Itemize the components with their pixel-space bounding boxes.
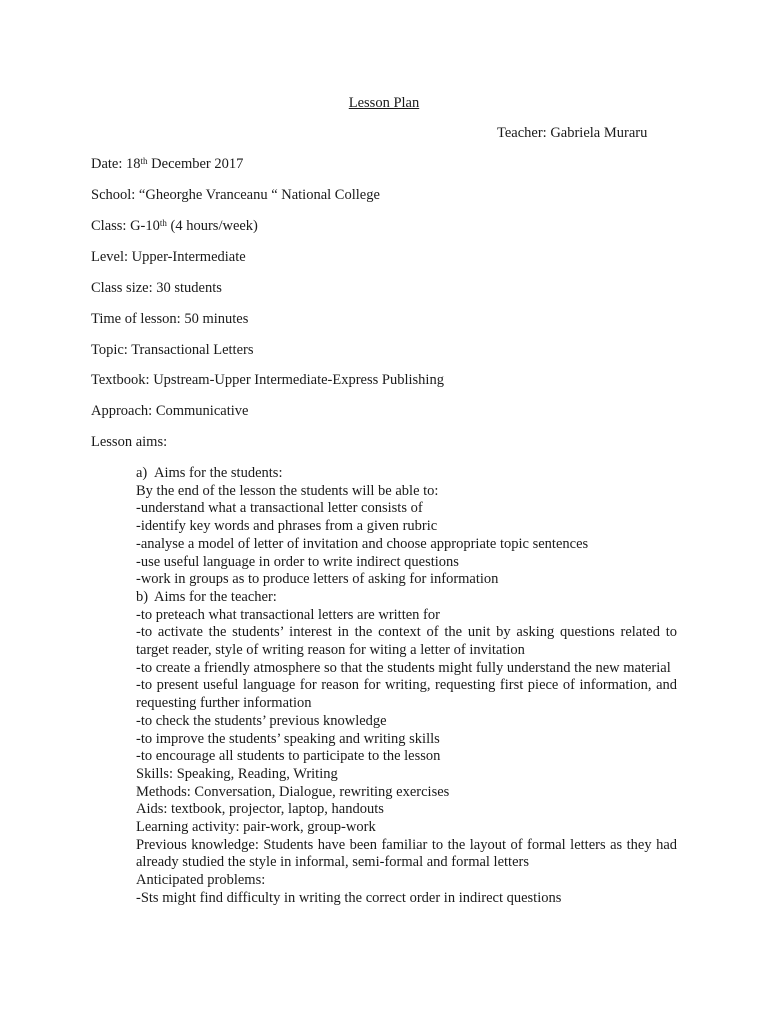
- date-field: Date: 18th December 2017: [91, 156, 244, 172]
- anticipated-problem: -Sts might find difficulty in writing the correct order in indirect questions: [136, 889, 562, 906]
- textbook-field: Textbook: Upstream-Upper Intermediate-Express Publishing: [91, 372, 444, 388]
- teacher-name: Teacher: Gabriela Muraru: [497, 125, 648, 141]
- student-aim: -work in groups as to produce letters of asking for information: [136, 571, 499, 588]
- topic-field: Topic: Transactional Letters: [91, 342, 254, 358]
- level-field: Level: Upper-Intermediate: [91, 249, 246, 265]
- methods-line: Methods: Conversation, Dialogue, rewriting exercises: [136, 783, 450, 800]
- learning-activity-line: Learning activity: pair-work, group-work: [136, 819, 376, 836]
- student-aim: -analyse a model of letter of invitation and choose appropriate topic sentences: [136, 535, 589, 552]
- school-field: School: “Gheorghe Vranceanu “ National College: [91, 187, 380, 203]
- skills-line: Skills: Speaking, Reading, Writing: [136, 765, 338, 782]
- class-size-field: Class size: 30 students: [91, 280, 222, 296]
- teacher-aim: -to encourage all students to participate to the lesson: [136, 748, 441, 765]
- student-aim: -use useful language in order to write indirect questions: [136, 553, 459, 570]
- student-aim: -understand what a transactional letter consists of: [136, 500, 423, 517]
- approach-field: Approach: Communicative: [91, 403, 249, 419]
- teacher-aim: -to preteach what transactional letters are written for: [136, 606, 440, 623]
- teacher-aim: -to activate the students’ interest in the context of the unit by asking questions related to target reader, style of writing reason for witing a letter of invitation: [136, 624, 677, 659]
- previous-knowledge-line: Previous knowledge: Students have been familiar to the layout of formal letters as they had already studied the style in informal, semi-formal and formal letters: [136, 836, 677, 871]
- anticipated-problems-label: Anticipated problems:: [136, 872, 266, 889]
- teacher-aim: -to check the students’ previous knowledge: [136, 712, 387, 729]
- aids-line: Aids: textbook, projector, laptop, handouts: [136, 801, 384, 818]
- aims-teacher-heading: b) Aims for the teacher:: [136, 588, 277, 605]
- teacher-aim: -to create a friendly atmosphere so that the students might fully understand the new material: [136, 659, 671, 676]
- lesson-aims-body: [136, 465, 677, 908]
- page-title: Lesson Plan: [348, 95, 420, 111]
- lesson-aims-label: Lesson aims:: [91, 434, 168, 450]
- aims-students-heading: a) Aims for the students:: [136, 465, 283, 481]
- time-field: Time of lesson: 50 minutes: [91, 311, 249, 327]
- class-field: Class: G-10th (4 hours/week): [91, 218, 258, 234]
- teacher-aim: -to improve the students’ speaking and writing skills: [136, 730, 440, 747]
- teacher-aim: -to present useful language for reason for writing, requesting first piece of information, and requesting further information: [136, 677, 677, 712]
- student-aim: -identify key words and phrases from a given rubric: [136, 518, 438, 535]
- students-intro: By the end of the lesson the students will be able to:: [136, 482, 439, 499]
